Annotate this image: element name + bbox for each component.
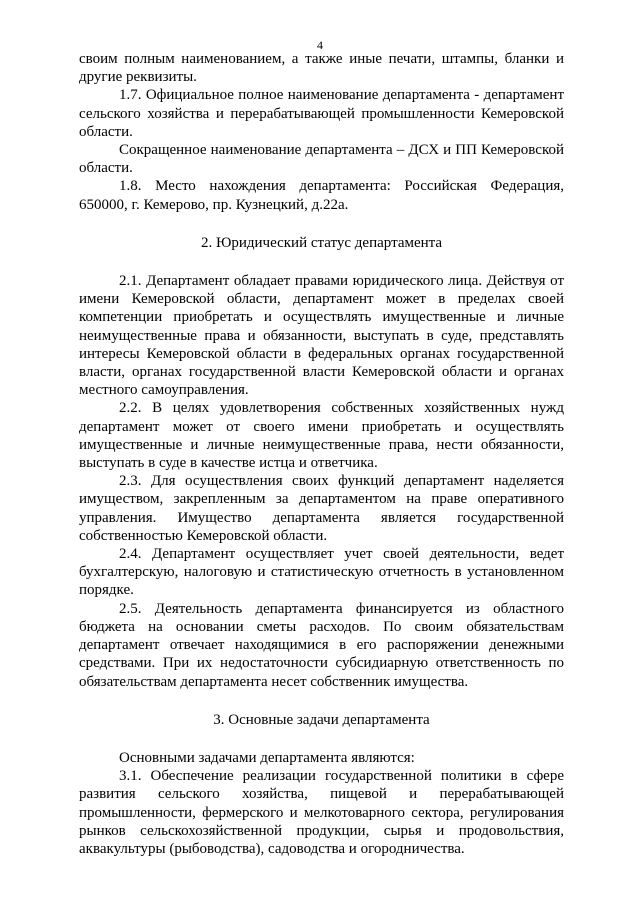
- section-heading: 2. Юридический статус департамента: [200, 234, 443, 251]
- section-heading: 3. Основные задачи департамента: [213, 711, 430, 728]
- document-body: [79, 50, 564, 858]
- paragraph: 2.4. Департамент осуществляет учет своей деятельности, ведет бухгалтерскую, налоговую и статистическую отчетность в установленном порядке.: [79, 546, 564, 599]
- paragraph: 2.5. Деятельность департамента финансируется из областного бюджета на основании сметы расходов. По своим обязательствам департамент отвечает находящимися в его распоряжении денежными средствами. При их недостаточности субсидиарную ответственность по обязательствам департамента несет собственник имущества.: [79, 600, 564, 690]
- paragraph: Сокращенное наименование департамента – ДСХ и ПП Кемеровской области.: [79, 142, 564, 177]
- paragraph: своим полным наименованием, а также иные печати, штампы, бланки и другие реквизиты.: [79, 51, 564, 86]
- paragraph: 1.8. Место нахождения департамента: Российская Федерация, 650000, г. Кемерово, пр. Кузнецкий, д.22а.: [79, 178, 564, 213]
- paragraph: 2.2. В целях удовлетворения собственных хозяйственных нужд департамент может от своего имени приобретать и осуществлять имущественные и личные неимущественные права, нести обязанности, выступать в суде в качестве истца и ответчика.: [79, 400, 564, 472]
- paragraph: 2.1. Департамент обладает правами юридического лица. Действуя от имени Кемеровской области, департамент может в пределах своей компетенции приобретать и осуществлять имущественные и личные неимущественные права и обязанности, выступать в суде, представлять интересы Кемеровской области в федеральных органах государственной власти, органах государственной власти Кемеровской области и органах местного самоуправления.: [79, 273, 564, 399]
- paragraph: Основными задачами департамента являются:: [119, 749, 415, 766]
- paragraph: 3.1. Обеспечение реализации государственной политики в сфере развития сельского хозяйства, пищевой и перерабатывающей промышленности, фермерского и мелкотоварного сектора, регулирования рынков сельскохозяйственной продукции, сырья и продовольствия, аквакультуры (рыбоводства), садоводства и огородничества.: [79, 768, 564, 857]
- paragraph: 1.7. Официальное полное наименование департамента - департамент сельского хозяйства и перерабатывающей промышленности Кемеровской области.: [79, 87, 564, 140]
- page-number: 4: [317, 38, 323, 52]
- paragraph: 2.3. Для осуществления своих функций департамент наделяется имуществом, закрепленным за департаментом на праве оперативного управления. Имущество департамента является государственной собственностью Кемеровской области.: [79, 473, 564, 544]
